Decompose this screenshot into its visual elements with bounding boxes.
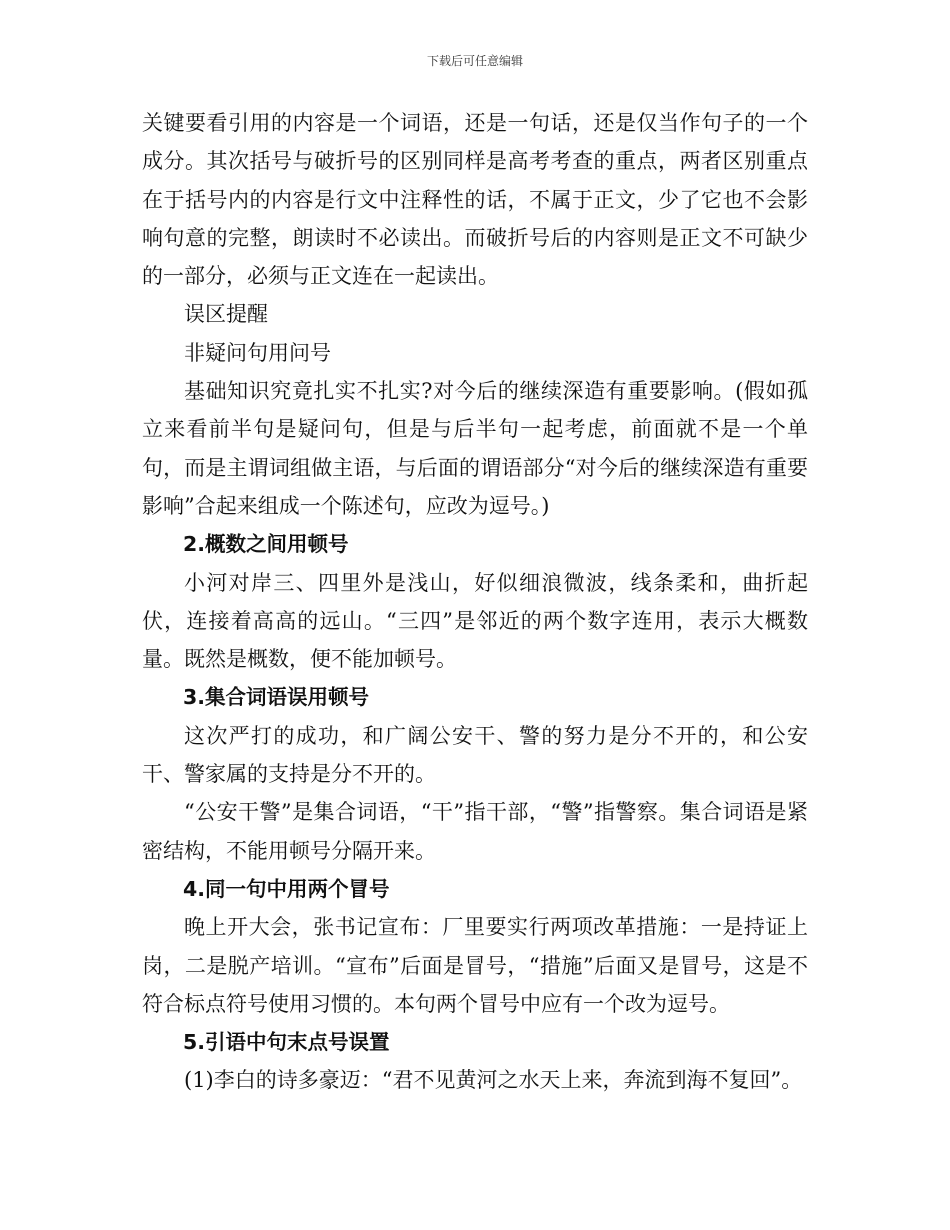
paragraph: 误区提醒 — [184, 302, 268, 327]
paragraph: 非疑问句用问号 — [184, 340, 331, 365]
section-heading: 5.引语中句末点号误置 — [183, 1030, 390, 1055]
paragraph: 关键要看引用的内容是一个词语，还是一句话，还是仅当作句子的一个成分。其次括号与破折号的区别同样是高考考查的重点，两者区别重点在于括号内的内容是行文中注释性的话，不属于正文，少了它也不会影响句意的完整，朗读时不必读出。而破折号后的内容则是正文不可缺少的一部分，必须与正文连在一起读出。 — [142, 111, 808, 289]
paragraph: 基础知识究竟扎实不扎实?对今后的继续深造有重要影响。(假如孤立来看前半句是疑问句，但是与后半句一起考虑，前面就不是一个单句，而是主谓词组做主语，与后面的谓语部分“对今后的继续深造有重要影响”合起来组成一个陈述句，应改为逗号。) — [142, 379, 808, 518]
paragraph: 这次严打的成功，和广阔公安干、警的努力是分不开的，和公安干、警家属的支持是分不开的。 — [142, 723, 808, 787]
paragraph: (1)李白的诗多豪迈：“君不见黄河之水天上来，奔流到海不复回”。 — [184, 1068, 803, 1093]
paragraph: “公安干警”是集合词语，“干”指干部，“警”指警察。集合词语是紧密结构，不能用顿号分隔开来。 — [142, 800, 808, 863]
section-heading: 4.同一句中用两个冒号 — [183, 876, 390, 901]
section-heading: 3.集合词语误用顿号 — [183, 685, 370, 710]
page-header: 下载后可任意编辑 — [426, 54, 523, 68]
document-body — [142, 104, 808, 1100]
paragraph: 小河对岸三、四里外是浅山，好似细浪微波，线条柔和，曲折起伏，连接着高高的远山。“三四”是邻近的两个数字连用，表示大概数量。既然是概数，便不能加顿号。 — [142, 570, 808, 672]
paragraph: 晚上开大会，张书记宣布：厂里要实行两项改革措施：一是持证上岗，二是脱产培训。“宣布”后面是冒号，“措施”后面又是冒号，这是不符合标点符号使用习惯的。本句两个冒号中应有一个改为逗号。 — [142, 915, 808, 1016]
section-heading: 2.概数之间用顿号 — [183, 532, 349, 557]
